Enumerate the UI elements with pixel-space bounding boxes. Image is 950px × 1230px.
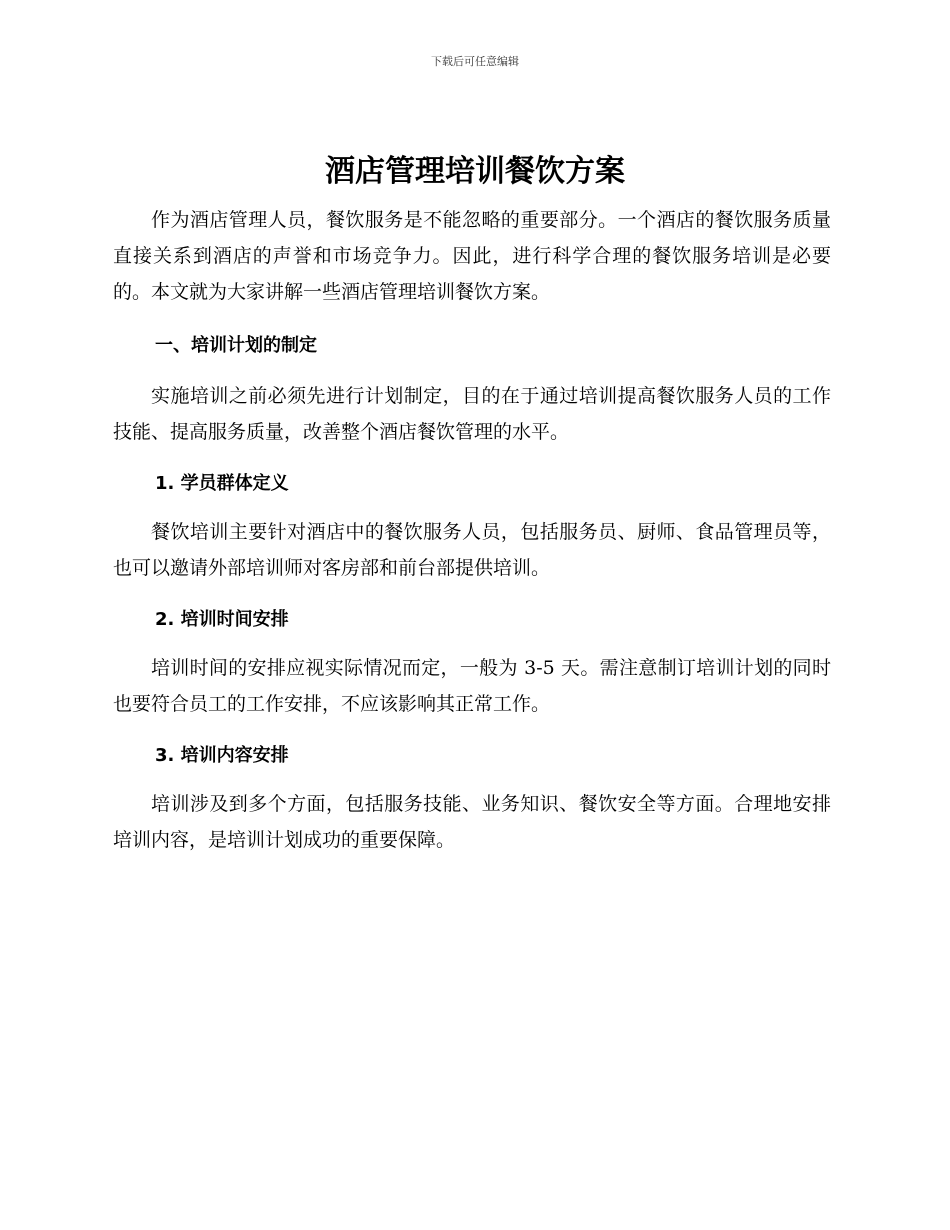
intro-paragraph: 作为酒店管理人员，餐饮服务是不能忽略的重要部分。一个酒店的餐饮服务质量直接关系到酒店的声誉和市场竞争力。因此，进行科学合理的餐饮服务培训是必要的。本文就为大家讲解一些酒店管理培训餐饮方案。 xyxy=(113,209,831,303)
subheading-training-content: 3. 培训内容安排 xyxy=(155,745,289,766)
document-title: 酒店管理培训餐饮方案 xyxy=(325,154,625,189)
document-body xyxy=(113,202,831,858)
subheading-trainee-group: 1. 学员群体定义 xyxy=(155,473,289,494)
section-paragraph-training-plan: 实施培训之前必须先进行计划制定，目的在于通过培训提高餐饮服务人员的工作技能、提高服务质量，改善整个酒店餐饮管理的水平。 xyxy=(113,385,831,443)
section-heading-training-plan: 一、培训计划的制定 xyxy=(155,335,317,356)
paragraph-training-content: 培训涉及到多个方面，包括服务技能、业务知识、餐饮安全等方面。合理地安排培训内容，是培训计划成功的重要保障。 xyxy=(113,793,831,851)
subheading-training-schedule: 2. 培训时间安排 xyxy=(155,609,289,630)
paragraph-trainee-group: 餐饮培训主要针对酒店中的餐饮服务人员，包括服务员、厨师、食品管理员等，也可以邀请外部培训师对客房部和前台部提供培训。 xyxy=(113,521,831,579)
paragraph-training-schedule: 培训时间的安排应视实际情况而定，一般为 3-5 天。需注意制订培训计划的同时也要符合员工的工作安排，不应该影响其正常工作。 xyxy=(113,657,831,715)
page-header-note: 下载后可任意编辑 xyxy=(431,55,519,68)
